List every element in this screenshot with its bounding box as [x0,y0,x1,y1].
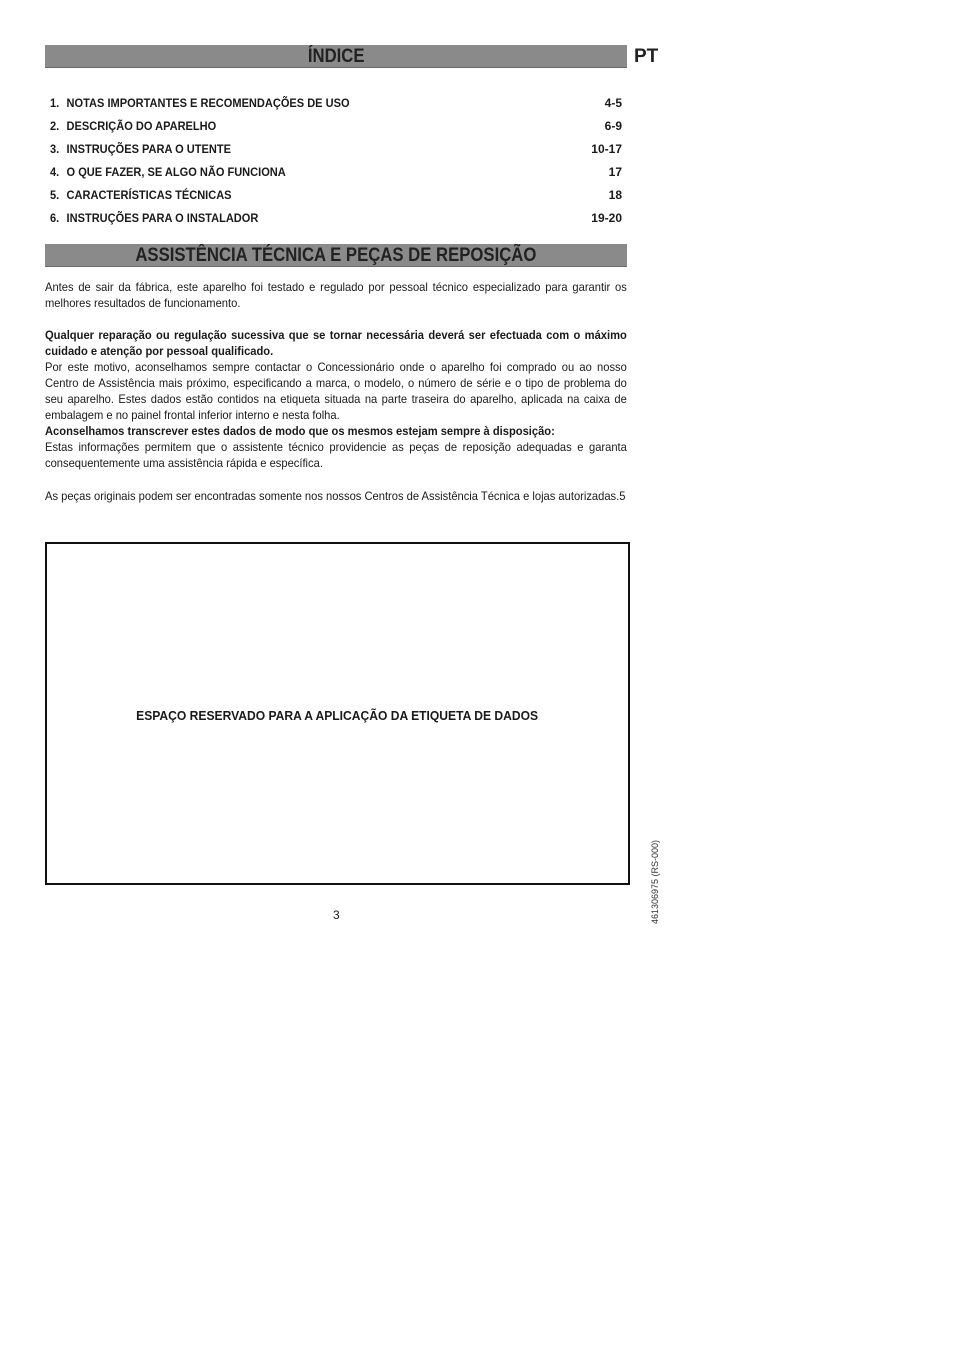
language-code: PT [634,46,659,67]
toc-item-number: 3. [50,142,60,156]
toc-item-label: INSTRUÇÕES PARA O UTENTE [66,142,231,156]
index-heading: ÍNDICE [307,46,365,67]
bold-paragraph: Qualquer reparação ou regulação sucessiva que se tornar necessária deverá ser efectuada com o máximo cuidado e atenção por pessoal qualificado. [45,328,627,358]
toc-item-pages: 4-5 [604,96,622,110]
toc-item-pages: 10-17 [591,142,622,156]
paragraph: Estas informações permitem que o assistente técnico providencie as peças de reposição adequadas e garanta consequentemente uma assistência rápida e específica. [45,440,627,470]
toc-item [50,161,622,184]
data-label-placeholder: ESPAÇO RESERVADO PARA A APLICAÇÃO DA ETIQUETA DE DADOS [136,708,539,723]
toc-item-pages: 18 [608,188,622,202]
toc-item [50,207,622,230]
paragraph: Antes de sair da fábrica, este aparelho foi testado e regulado por pessoal técnico especializado para garantir os melhores resultados de funcionamento. [45,280,627,310]
toc-item-pages: 17 [608,165,622,179]
toc-item-label: O QUE FAZER, SE ALGO NÃO FUNCIONA [66,165,286,179]
page-number: 3 [333,908,340,922]
index-heading-bar [45,45,627,68]
toc-item-number: 6. [50,211,60,225]
toc-item-number: 1. [50,96,60,110]
paragraph: As peças originais podem ser encontradas somente nos nossos Centros de Assistência Técnica e lojas autorizadas.5 [45,489,626,503]
paragraph: Por este motivo, aconselhamos sempre contactar o Concessionário onde o aparelho foi comprado ou ao nosso Centro de Assistência mais próximo, especificando a marca, o modelo, o número de série e o tipo de problema do seu aparelho. Estes dados estão contidos na etiqueta situada na parte traseira do aparelho, aplicada na caixa de embalagem e no painel frontal inferior interno e nesta folha. [45,360,627,422]
toc-item-number: 4. [50,165,60,179]
assistance-heading: ASSISTÊNCIA TÉCNICA E PEÇAS DE REPOSIÇÃO [135,245,537,266]
toc-item [50,184,622,207]
assistance-text [45,279,627,505]
assistance-heading-bar [45,244,627,267]
toc-item-label: INSTRUÇÕES PARA O INSTALADOR [66,211,259,225]
toc-item-number: 5. [50,188,60,202]
toc-item [50,138,622,161]
toc-item [50,92,622,115]
toc-item-label: DESCRIÇÃO DO APARELHO [66,119,217,133]
toc-item-label: CARACTERÍSTICAS TÉCNICAS [66,188,232,202]
toc-item-label: NOTAS IMPORTANTES E RECOMENDAÇÕES DE USO [66,96,350,110]
toc-item [50,115,622,138]
toc-item-pages: 6-9 [604,119,622,133]
toc-item-pages: 19-20 [591,211,622,225]
data-label-box [45,542,630,885]
document-code: 461306975 (RS-000) [650,839,660,924]
bold-paragraph: Aconselhamos transcrever estes dados de modo que os mesmos estejam sempre à disposição: [45,424,555,438]
table-of-contents [50,92,622,230]
toc-item-number: 2. [50,119,60,133]
